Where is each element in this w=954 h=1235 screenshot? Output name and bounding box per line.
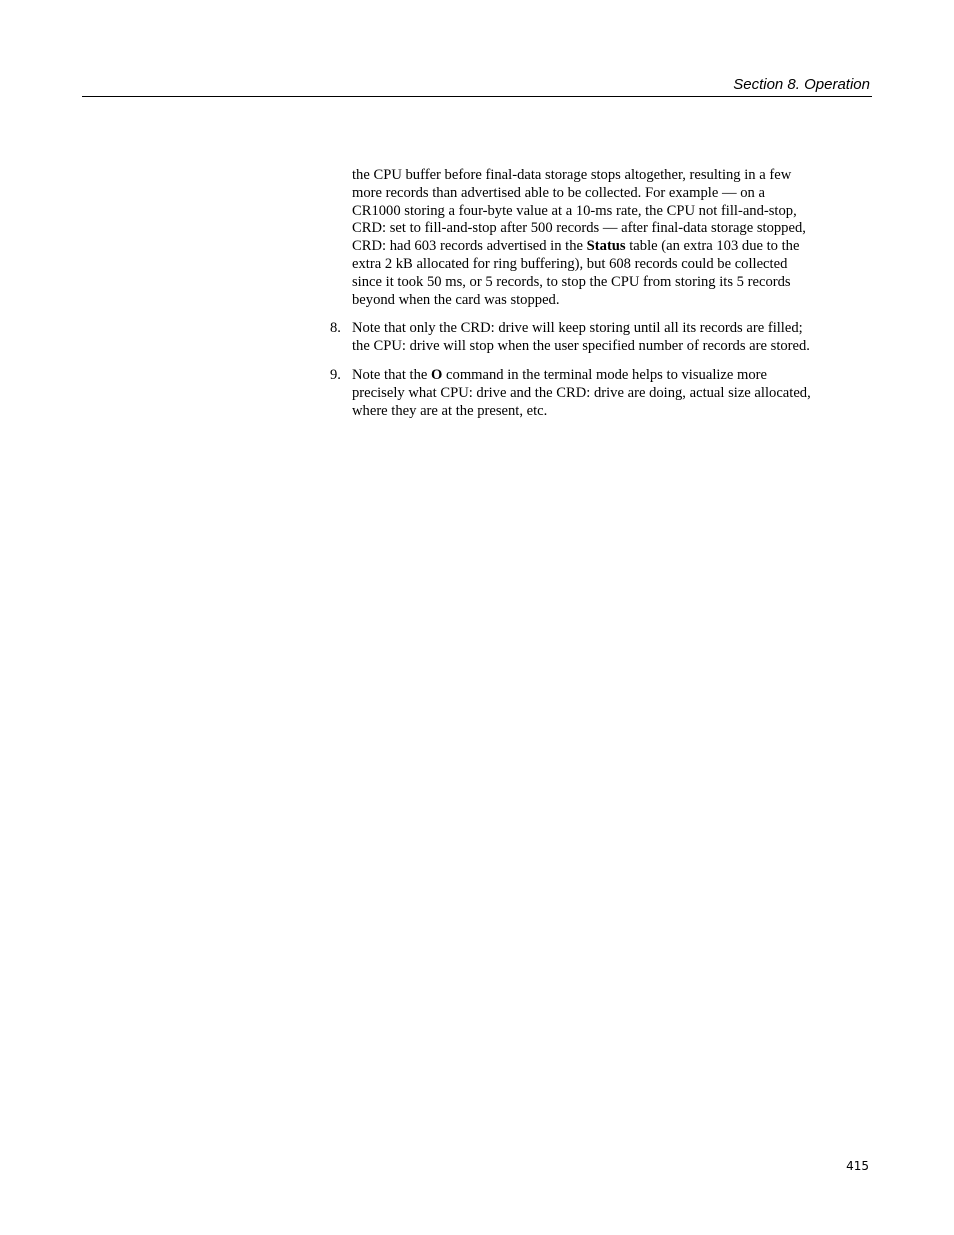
o-command-term: O: [431, 366, 443, 383]
page-number: 415: [846, 1159, 869, 1173]
line-text: table (an extra 103 due to the: [625, 238, 800, 255]
list-item-8: [330, 320, 852, 356]
paragraph-line: CRD: set to fill-and-stop after 500 records — after final-data storage stopped,: [352, 220, 806, 237]
line-text: Note that the: [352, 366, 432, 383]
list-item-line: Note that only the CRD: drive will keep storing until all its records are filled;: [352, 320, 803, 337]
line-text: CRD: had 603 records advertised in the: [352, 238, 587, 255]
list-item-line: [352, 367, 852, 385]
paragraph-line: beyond when the card was stopped.: [352, 291, 560, 308]
line-text: command in the terminal mode helps to visualize more: [442, 366, 768, 383]
list-item-line: where they are at the present, etc.: [352, 402, 548, 419]
paragraph-line: CR1000 storing a four-byte value at a 10-ms rate, the CPU not fill-and-stop,: [352, 202, 797, 219]
paragraph-line: extra 2 kB allocated for ring buffering), but 608 records could be collected: [352, 255, 788, 272]
header-rule: [82, 96, 872, 97]
continuation-paragraph: [352, 167, 852, 309]
status-table-term: Status: [586, 238, 626, 255]
list-item-number: 8.: [330, 320, 341, 337]
list-item-line: precisely what CPU: drive and the CRD: drive are doing, actual size allocated,: [352, 384, 811, 401]
list-item-number: 9.: [330, 366, 341, 383]
running-header-section-title: Section 8. Operation: [733, 76, 870, 93]
list-item-9: [330, 366, 852, 420]
paragraph-line: more records than advertised able to be collected. For example — on a: [352, 184, 765, 201]
list-item-line: the CPU: drive will stop when the user specified number of records are stored.: [352, 338, 810, 355]
paragraph-line: [352, 238, 852, 256]
body-text: [330, 167, 852, 431]
paragraph-line: the CPU buffer before final-data storage stops altogether, resulting in a few: [352, 167, 792, 183]
paragraph-line: since it took 50 ms, or 5 records, to stop the CPU from storing its 5 records: [352, 273, 791, 290]
